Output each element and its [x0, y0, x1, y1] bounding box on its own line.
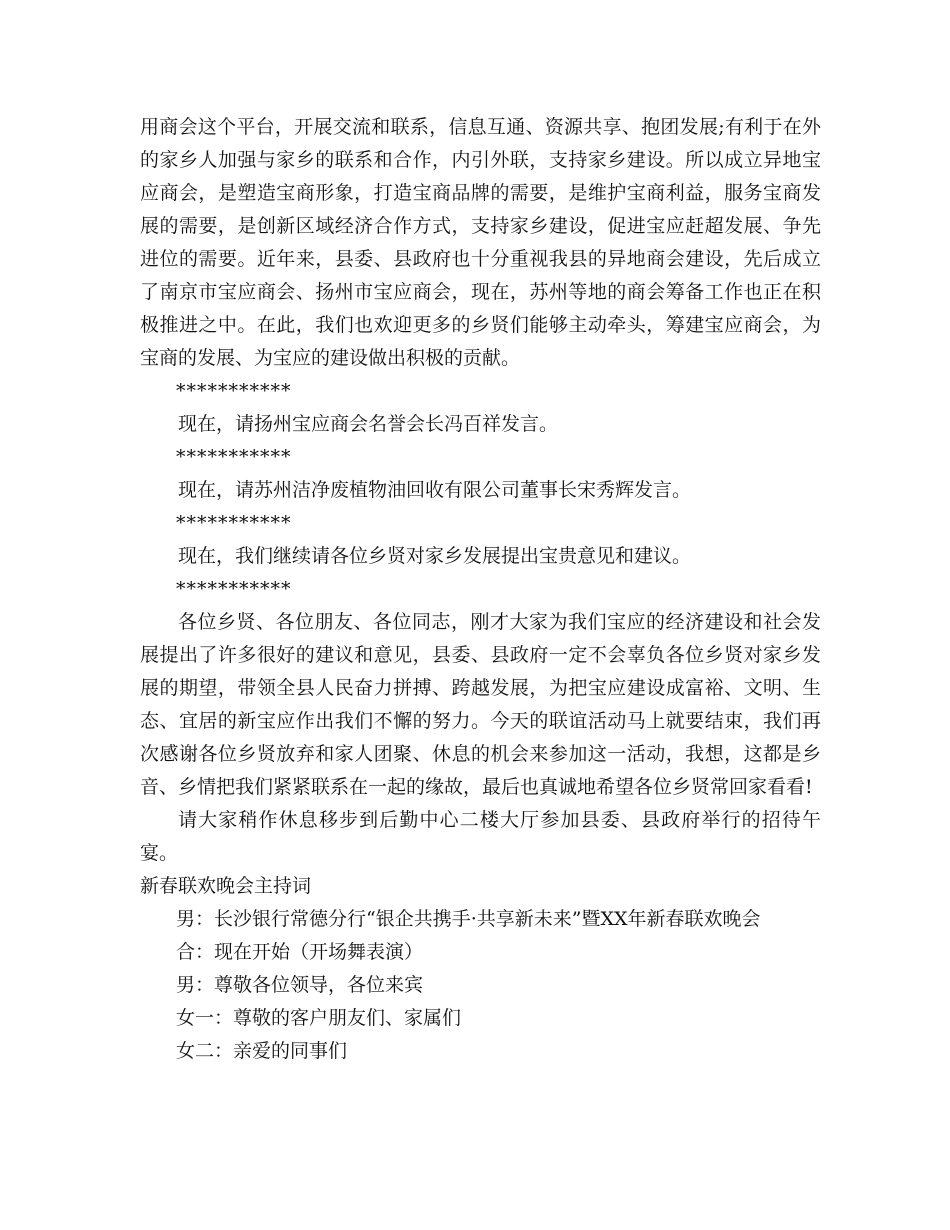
dialog-line: 合：现在开始（开场舞表演）	[176, 941, 424, 963]
paragraph-lunch-invitation: 请大家稍作休息移步到后勤中心二楼大厅参加县委、县政府举行的招待午宴。	[140, 809, 821, 864]
separator-stars: ***********	[176, 578, 292, 600]
separator-stars: ***********	[176, 446, 292, 468]
speech-invitation-3: 现在，我们继续请各位乡贤对家乡发展提出宝贵意见和建议。	[178, 545, 692, 567]
paragraph-closing-remarks: 各位乡贤、各位朋友、各位同志，刚才大家为我们宝应的经济建设和社会发展提出了许多很好的建议和意见，县委、县政府一定不会辜负各位乡贤对家乡发展的期望，带领全县人民奋力拼搏、跨越发展，为把宝应建设成富裕、文明、生态、宜居的新宝应作出我们不懈的努力。今天的联谊活动马上就要结束，我们再次感谢各位乡贤放弃和家人团聚、休息的机会来参加这一活动，我想，这都是乡音、乡情把我们紧紧联系在一起的缘故，最后也真诚地希望各位乡贤常回家看看!	[140, 611, 821, 798]
document-body	[140, 111, 821, 1068]
paragraph-chamber-of-commerce: 用商会这个平台，开展交流和联系，信息互通、资源共享、抱团发展;有利于在外的家乡人加强与家乡的联系和合作，内引外联，支持家乡建设。所以成立异地宝应商会，是塑造宝商形象，打造宝商品牌的需要，是维护宝商利益，服务宝商发展的需要，是创新区域经济合作方式，支持家乡建设，促进宝应赶超发展、争先进位的需要。近年来，县委、县政府也十分重视我县的异地商会建设，先后成立了南京市宝应商会、扬州市宝应商会，现在，苏州等地的商会筹备工作也正在积极推进之中。在此，我们也欢迎更多的乡贤们能够主动牵头，筹建宝应商会，为宝商的发展、为宝应的建设做出积极的贡献。	[140, 116, 821, 369]
separator-stars: ***********	[176, 512, 292, 534]
speech-invitation-1: 现在，请扬州宝应商会名誉会长冯百祥发言。	[178, 413, 559, 435]
dialog-line: 男：长沙银行常德分行“银企共携手·共享新未来”暨XX年新春联欢晚会	[176, 908, 761, 930]
separator-stars: ***********	[176, 380, 292, 402]
dialog-line: 女二：亲爱的同事们	[176, 1040, 348, 1062]
section-heading: 新春联欢晚会主持词	[140, 875, 312, 897]
dialog-line: 男：尊敬各位领导，各位来宾	[176, 974, 424, 996]
dialog-line: 女一：尊敬的客户朋友们、家属们	[176, 1007, 462, 1029]
speech-invitation-2: 现在，请苏州洁净废植物油回收有限公司董事长宋秀辉发言。	[178, 479, 692, 501]
